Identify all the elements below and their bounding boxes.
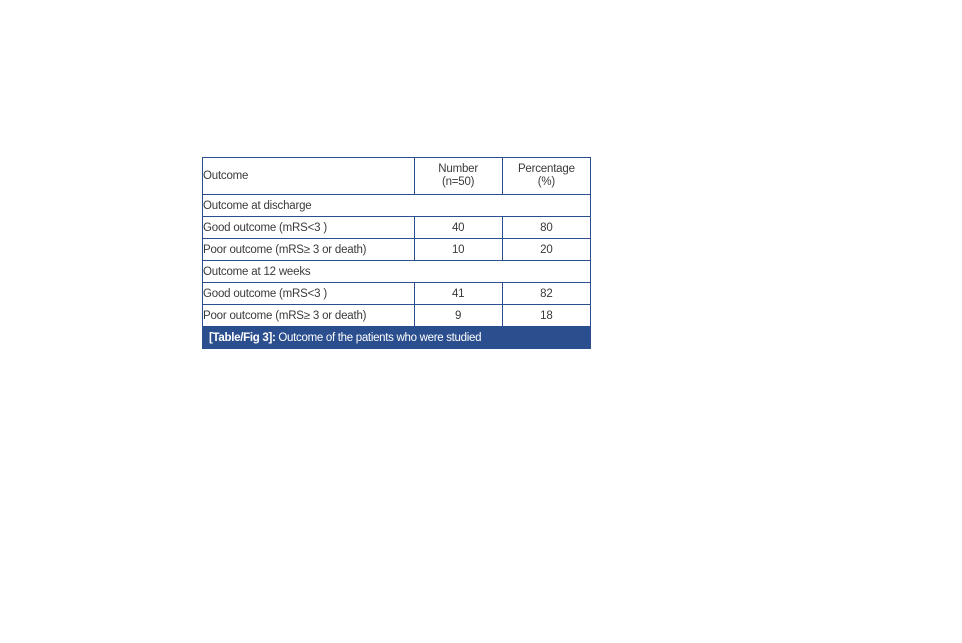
section-title: Outcome at discharge (203, 195, 591, 217)
table-row (203, 217, 591, 239)
row-percentage: 80 (502, 217, 590, 239)
row-label: Good outcome (mRS<3 ) (203, 283, 415, 305)
header-number-line1: Number (438, 163, 478, 175)
row-label: Poor outcome (mRS≥ 3 or death) (203, 239, 415, 261)
table-row (203, 239, 591, 261)
row-percentage: 18 (502, 305, 590, 327)
header-percentage (502, 158, 590, 195)
outcome-table (202, 157, 591, 327)
section-row (203, 195, 591, 217)
header-row (203, 158, 591, 195)
row-number: 10 (414, 239, 502, 261)
section-title: Outcome at 12 weeks (203, 261, 591, 283)
header-number-line2: (n=50) (441, 176, 475, 188)
row-label: Good outcome (mRS<3 ) (203, 217, 415, 239)
header-outcome-label: Outcome (203, 169, 249, 182)
header-percentage-line2: (%) (537, 176, 556, 188)
row-number: 41 (414, 283, 502, 305)
row-percentage: 82 (502, 283, 590, 305)
table-caption (202, 327, 591, 349)
header-percentage-line1: Percentage (517, 163, 575, 175)
row-number: 40 (414, 217, 502, 239)
outcome-table-container (202, 157, 591, 349)
header-outcome (203, 158, 415, 195)
caption-text: Outcome of the patients who were studied (275, 332, 482, 344)
caption-label: [Table/Fig 3]: (209, 332, 276, 344)
header-number (414, 158, 502, 195)
section-row (203, 261, 591, 283)
row-number: 9 (414, 305, 502, 327)
row-label: Poor outcome (mRS≥ 3 or death) (203, 305, 415, 327)
row-percentage: 20 (502, 239, 590, 261)
table-row (203, 305, 591, 327)
table-row (203, 283, 591, 305)
